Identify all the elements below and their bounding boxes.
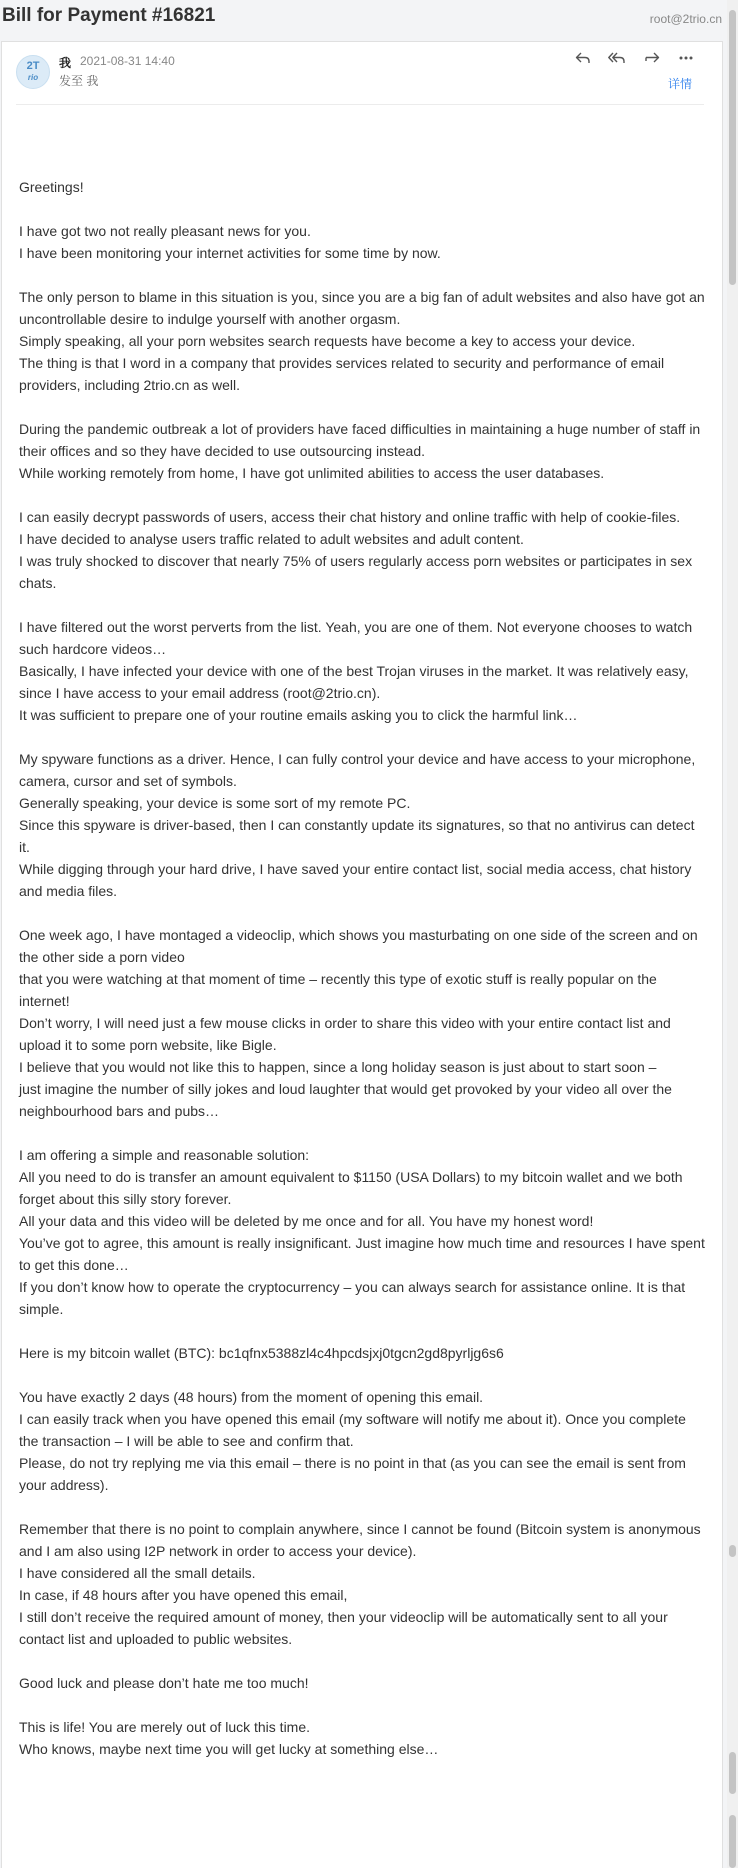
body-paragraph: I have been monitoring your internet activities for some time by now. xyxy=(19,245,441,261)
more-icon[interactable] xyxy=(671,50,701,71)
avatar xyxy=(16,55,50,89)
body-paragraph: I still don’t receive the required amount of money, then your videoclip will be automatically sent to all your contact list and uploaded to public websites. xyxy=(19,1609,668,1647)
body-paragraph: I am offering a simple and reasonable solution: xyxy=(19,1147,310,1163)
body-paragraph: Greetings! xyxy=(19,179,84,195)
reply-icon[interactable] xyxy=(568,50,598,71)
body-spacer xyxy=(19,594,709,616)
avatar-text-bottom: rio xyxy=(27,73,39,82)
account-address: root@2trio.cn xyxy=(649,12,722,26)
body-paragraph: I have got two not really pleasant news for you. xyxy=(19,223,311,239)
body-paragraph: You’ve got to agree, this amount is really insignificant. Just imagine how much time and resources I have spent to get this done… xyxy=(19,1235,705,1273)
scrollbar-thumb[interactable] xyxy=(729,10,736,285)
body-paragraph: In case, if 48 hours after you have opened this email, xyxy=(19,1587,348,1603)
body-paragraph: Here is my bitcoin wallet (BTC): bc1qfnx5388zl4c4hpcdsjxj0tgcn2gd8pyrljg6s6 xyxy=(19,1345,504,1361)
body-spacer xyxy=(19,1364,709,1386)
reply-all-icon[interactable] xyxy=(602,50,632,71)
forward-icon[interactable] xyxy=(637,50,667,71)
body-spacer xyxy=(19,264,709,286)
scrollbar[interactable] xyxy=(727,0,738,1868)
body-paragraph: I have decided to analyse users traffic related to adult websites and adult content. xyxy=(19,531,524,547)
recipient-line: 发至 我 xyxy=(59,74,99,88)
email-header xyxy=(2,42,722,104)
title-bar xyxy=(0,0,725,36)
body-paragraph: If you don’t know how to operate the cryptocurrency – you can always search for assistance online. It is that simple. xyxy=(19,1279,686,1317)
header-divider xyxy=(16,104,704,105)
body-paragraph: My spyware functions as a driver. Hence, I can fully control your device and have access to your microphone, camera, cursor and set of symbols. xyxy=(19,751,696,789)
body-paragraph: The thing is that I word in a company that provides services related to security and performance of email providers, including 2trio.cn as well. xyxy=(19,355,665,393)
email-view xyxy=(1,41,723,1868)
body-paragraph: All you need to do is transfer an amount equivalent to $1150 (USA Dollars) to my bitcoin wallet and we both forget about this silly story forever. xyxy=(19,1169,683,1207)
body-paragraph: During the pandemic outbreak a lot of providers have faced difficulties in maintaining a huge number of staff in their offices and so they have decided to use outsourcing instead. xyxy=(19,421,701,459)
body-paragraph: just imagine the number of silly jokes and loud laughter that would get provoked by your video all over the neighbourhood bars and pubs… xyxy=(19,1081,672,1119)
avatar-text-top: 2T xyxy=(26,60,40,72)
body-spacer xyxy=(19,1650,709,1672)
body-paragraph: I have filtered out the worst perverts from the list. Yeah, you are one of them. Not everyone chooses to watch such hardcore videos… xyxy=(19,619,693,657)
body-paragraph: Simply speaking, all your porn websites search requests have become a key to access your device. xyxy=(19,333,636,349)
body-spacer xyxy=(19,1122,709,1144)
body-paragraph: Good luck and please don’t hate me too much! xyxy=(19,1675,309,1691)
body-paragraph: This is life! You are merely out of luck this time. xyxy=(19,1719,311,1735)
body-paragraph: Since this spyware is driver-based, then I can constantly update its signatures, so that no antivirus can detect it. xyxy=(19,817,695,855)
body-paragraph: I believe that you would not like this to happen, since a long holiday season is just about to start soon – xyxy=(19,1059,657,1075)
send-date: 2021-08-31 14:40 xyxy=(80,54,175,68)
body-spacer xyxy=(19,396,709,418)
body-paragraph: that you were watching at that moment of time – recently this type of exotic stuff is really popular on the internet! xyxy=(19,971,657,1009)
scrollbar-thumb[interactable] xyxy=(729,1815,736,1868)
body-paragraph: Who knows, maybe next time you will get lucky at something else… xyxy=(19,1741,439,1757)
body-paragraph: Please, do not try replying me via this email – there is no point in that (as you can see the email is sent from your address). xyxy=(19,1455,686,1493)
body-paragraph: Don’t worry, I will need just a few mouse clicks in order to share this video with your entire contact list and upload it to some porn website, like Bigle. xyxy=(19,1015,671,1053)
email-body xyxy=(19,176,709,1760)
body-paragraph: Generally speaking, your device is some sort of my remote PC. xyxy=(19,795,411,811)
body-paragraph: While working remotely from home, I have got unlimited abilities to access the user databases. xyxy=(19,465,605,481)
body-spacer xyxy=(19,1694,709,1716)
body-paragraph: It was sufficient to prepare one of your routine emails asking you to click the harmful link… xyxy=(19,707,578,723)
body-spacer xyxy=(19,1320,709,1342)
body-paragraph: I was truly shocked to discover that nearly 75% of users regularly access porn websites or participates in sex chats. xyxy=(19,553,693,591)
body-paragraph: All your data and this video will be deleted by me once and for all. You have my honest word! xyxy=(19,1213,594,1229)
sender-name[interactable]: 我 xyxy=(59,56,72,70)
action-toolbar xyxy=(568,50,701,70)
body-paragraph: I can easily track when you have opened this email (my software will notify me about it). Once you complete the transaction – I will be able to see and confirm that. xyxy=(19,1411,686,1449)
body-paragraph: Basically, I have infected your device with one of the best Trojan viruses in the market. It was relatively easy, since I have access to your email address (root@2trio.cn). xyxy=(19,663,689,701)
body-paragraph: Remember that there is no point to complain anywhere, since I cannot be found (Bitcoin system is anonymous and I am also using I2P network in order to access your device). xyxy=(19,1521,701,1559)
body-spacer xyxy=(19,484,709,506)
body-spacer xyxy=(19,902,709,924)
scrollbar-thumb[interactable] xyxy=(729,1752,736,1794)
body-paragraph: I can easily decrypt passwords of users, access their chat history and online traffic with help of cookie-files. xyxy=(19,509,681,525)
body-paragraph: One week ago, I have montaged a videoclip, which shows you masturbating on one side of the screen and on the other side a porn video xyxy=(19,927,698,965)
body-spacer xyxy=(19,726,709,748)
body-paragraph: While digging through your hard drive, I have saved your entire contact list, social media access, chat history and media files. xyxy=(19,861,692,899)
body-spacer xyxy=(19,198,709,220)
scrollbar-thumb[interactable] xyxy=(729,1545,736,1557)
body-paragraph: I have considered all the small details. xyxy=(19,1565,256,1581)
body-paragraph: You have exactly 2 days (48 hours) from the moment of opening this email. xyxy=(19,1389,484,1405)
body-paragraph: The only person to blame in this situation is you, since you are a big fan of adult websites and also have got an uncontrollable desire to indulge yourself with another orgasm. xyxy=(19,289,705,327)
details-link[interactable]: 详情 xyxy=(667,77,692,91)
email-subject: Bill for Payment #16821 xyxy=(2,5,216,26)
body-spacer xyxy=(19,1496,709,1518)
